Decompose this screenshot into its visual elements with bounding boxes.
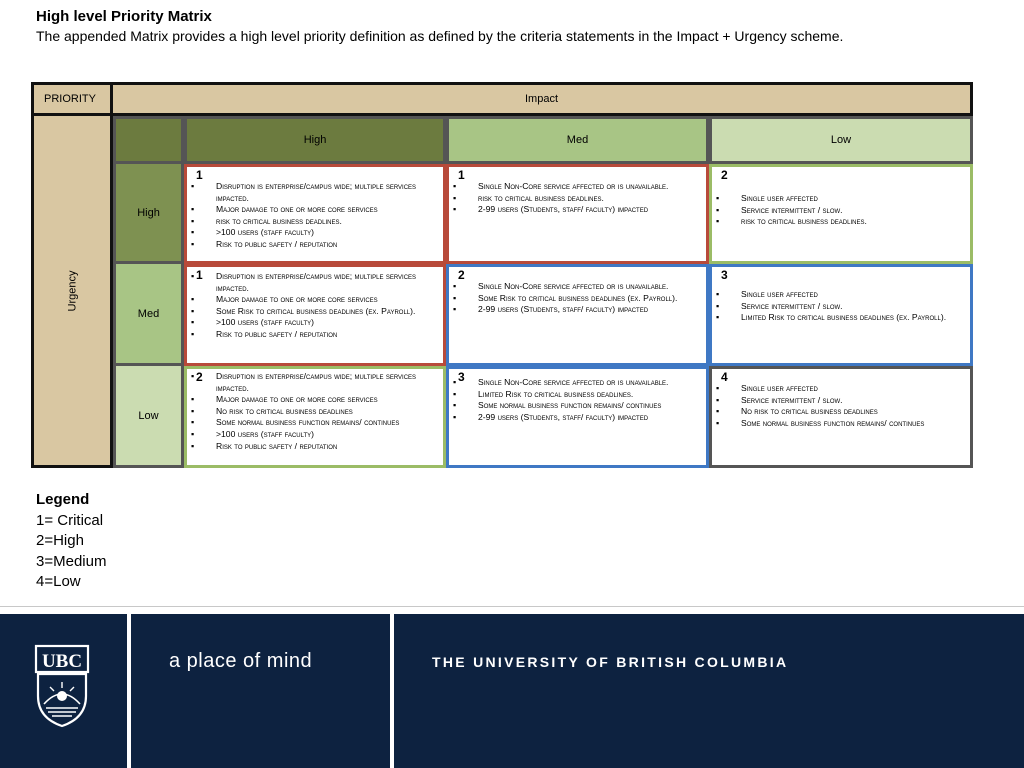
criteria-list <box>453 281 702 316</box>
list-item: ▪ 2-99 users (Students, staff/ faculty) impacted <box>453 204 702 216</box>
logo-text: UBC <box>41 651 83 672</box>
ubc-crest-logo <box>32 644 92 728</box>
cell-urgency-low-impact-low <box>709 366 973 468</box>
criteria-list <box>191 268 439 341</box>
list-item: ▪ Risk to public safety / reputation <box>191 239 439 251</box>
priority-number: 4 <box>721 370 728 384</box>
criteria-list <box>716 289 966 324</box>
list-item: ▪ Limited Risk to critical business deadlines. <box>453 389 702 401</box>
criteria-list <box>453 181 702 216</box>
matrix-corner <box>113 116 184 164</box>
university-name: THE UNIVERSITY OF BRITISH COLUMBIA <box>432 654 789 670</box>
cell-urgency-low-impact-high <box>184 366 446 468</box>
list-item: ▪ No risk to critical business deadlines <box>191 406 439 418</box>
cell-urgency-med-impact-high <box>184 264 446 366</box>
list-item: ▪ Service intermittent / slow. <box>716 395 966 407</box>
list-item: ▪ >100 users (staff faculty) <box>191 429 439 441</box>
list-item: ▪ >100 users (staff faculty) <box>191 227 439 239</box>
list-item: ▪ Single Non-Core service affected or is unavailable. <box>453 281 702 293</box>
criteria-list <box>716 193 966 228</box>
list-item: ▪ No risk to critical business deadlines <box>716 406 966 418</box>
impact-header: Impact <box>113 82 973 116</box>
footer-divider <box>390 614 394 768</box>
priority-matrix <box>31 82 973 468</box>
legend-item: 2=High <box>36 532 84 549</box>
list-item: ▪ Major damage to one or more core services <box>191 394 439 406</box>
footer-banner <box>0 614 1024 768</box>
list-item: ▪ Disruption is enterprise/campus wide; multiple services impacted. <box>191 271 439 294</box>
list-item: ▪ Risk to public safety / reputation <box>191 329 439 341</box>
column-header-med: Med <box>446 116 709 164</box>
legend-item: 4=Low <box>36 573 81 590</box>
cell-urgency-low-impact-med <box>446 366 709 468</box>
criteria-list <box>453 377 702 423</box>
cell-urgency-high-impact-high <box>184 164 446 264</box>
list-item: ▪ Single user affected <box>716 193 966 205</box>
list-item: ▪ Some normal business function remains/ continues <box>453 400 702 412</box>
list-item: ▪ Major damage to one or more core services <box>191 294 439 306</box>
cell-urgency-med-impact-low <box>709 264 973 366</box>
cell-urgency-high-impact-med <box>446 164 709 264</box>
column-header-low: Low <box>709 116 973 164</box>
list-item: ▪ Single user affected <box>716 383 966 395</box>
criteria-list <box>191 371 439 452</box>
priority-number: 1 <box>458 168 465 182</box>
legend-item: 3=Medium <box>36 552 107 570</box>
list-item: ▪ Single Non-Core service affected or is unavailable. <box>453 377 702 389</box>
page-subtitle: The appended Matrix provides a high level priority definition as defined by the criteria statements in the Impact + Urgency scheme. <box>36 28 844 44</box>
page-title: High level Priority Matrix <box>36 8 212 25</box>
list-item: ▪ Disruption is enterprise/campus wide; multiple services impacted. <box>191 181 439 204</box>
criteria-list <box>716 383 966 429</box>
list-item: ▪ Some normal business function remains/ continues <box>191 417 439 429</box>
row-header-high: High <box>113 164 184 264</box>
list-item: ▪ Service intermittent / slow. <box>716 301 966 313</box>
list-item: ▪ Some Risk to critical business deadlines (ex. Payroll). <box>191 306 439 318</box>
priority-number: 1 <box>196 168 203 182</box>
list-item: ▪ Some Risk to critical business deadlines (ex. Payroll). <box>453 293 702 305</box>
footer-divider-line <box>0 606 1024 607</box>
priority-number: 3 <box>721 268 728 282</box>
criteria-list <box>191 181 439 251</box>
priority-number: 1 <box>196 268 203 282</box>
legend <box>36 490 106 593</box>
legend-item: 1= Critical <box>36 511 104 529</box>
urgency-header <box>31 116 113 468</box>
priority-header: PRIORITY <box>31 82 113 116</box>
priority-number: 2 <box>458 268 465 282</box>
list-item: ▪ Service intermittent / slow. <box>716 205 966 217</box>
footer-tagline: a place of mind <box>169 650 313 672</box>
column-header-high: High <box>184 116 446 164</box>
list-item: ▪ Single Non-Core service affected or is unavailable. <box>453 181 702 193</box>
legend-title: Legend <box>36 491 90 508</box>
list-item: ▪ risk to critical business deadlines. <box>191 216 439 228</box>
priority-number: 2 <box>196 370 203 384</box>
list-item: ▪ Some normal business function remains/ continues <box>716 418 966 430</box>
cell-urgency-high-impact-low <box>709 164 973 264</box>
priority-number: 2 <box>721 168 728 182</box>
footer-divider <box>127 614 131 768</box>
list-item: ▪ >100 users (staff faculty) <box>191 317 439 329</box>
list-item: ▪ Major damage to one or more core services <box>191 204 439 216</box>
priority-number: 3 <box>458 370 465 384</box>
row-header-low: Low <box>113 366 184 468</box>
list-item: ▪ Single user affected <box>716 289 966 301</box>
list-item: ▪ risk to critical business deadlines. <box>716 216 966 228</box>
list-item: ▪ Risk to public safety / reputation <box>191 441 439 453</box>
list-item: ▪ Limited Risk to critical business deadlines (ex. Payroll). <box>716 312 966 324</box>
list-item: ▪ 2-99 users (Students, staff/ faculty) impacted <box>453 304 702 316</box>
cell-urgency-med-impact-med <box>446 264 709 366</box>
list-item: ▪ risk to critical business deadlines. <box>453 193 702 205</box>
urgency-label: Urgency <box>66 270 78 311</box>
list-item: ▪ 2-99 users (Students, staff/ faculty) impacted <box>453 412 702 424</box>
row-header-med: Med <box>113 264 184 366</box>
list-item: ▪ Disruption is enterprise/campus wide; multiple services impacted. <box>191 371 439 394</box>
